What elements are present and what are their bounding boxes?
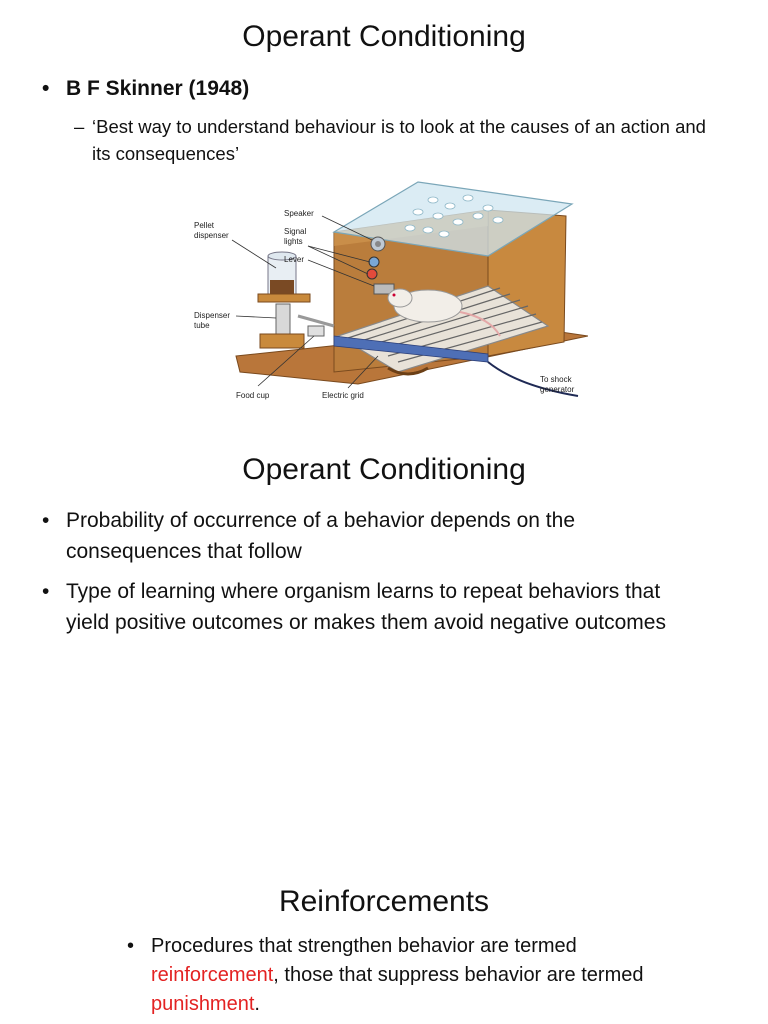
slide-3-title: Reinforcements [278,885,490,918]
label-pellet: Pellet dispenser [194,221,229,240]
bullet-reinforcement [127,932,651,1019]
subbullet-dash: – [74,116,85,137]
skinner-box-diagram [188,176,588,412]
label-dispenser-tube: Dispenser tube [194,311,231,330]
bullet-type-text: Type of learning where organism learns to repeat behaviors that yield positive outcomes or makes them avoid negative outcomes [66,580,666,634]
slide-1-title: Operant Conditioning [242,20,526,53]
label-food-cup: Food cup [236,391,270,400]
bullet-skinner-text: B F Skinner (1948) [66,77,250,100]
reinforcement-text-1: Procedures that strengthen behavior are termed [151,935,577,957]
subbullet-quote [74,113,712,167]
label-electric-grid: Electric grid [322,391,364,400]
punishment-term: punishment [151,993,255,1015]
bullet-dot: • [127,935,135,957]
bullet-skinner [42,73,250,104]
bullet-dot: • [42,509,50,532]
bullet-dot: • [42,580,50,603]
bullet-probability [42,505,706,567]
reinforcement-text-3: . [254,993,260,1015]
reinforcement-term: reinforcement [151,964,274,986]
bullet-type-of-learning [42,576,706,638]
bullet-probability-text: Probability of occurrence of a behavior depends on the consequences that follow [66,509,575,563]
label-speaker: Speaker [284,209,314,218]
subbullet-quote-text: ‘Best way to understand behaviour is to look at the causes of an action and its consequences’ [92,116,706,164]
label-signal-lights: Signal lights [284,227,307,246]
label-lever: Lever [284,255,305,264]
reinforcement-text-2: , those that suppress behavior are termed [273,964,644,986]
bullet-dot: • [42,77,50,100]
slide-2-title: Operant Conditioning [242,453,526,486]
label-shock: To shock generator [540,375,575,394]
